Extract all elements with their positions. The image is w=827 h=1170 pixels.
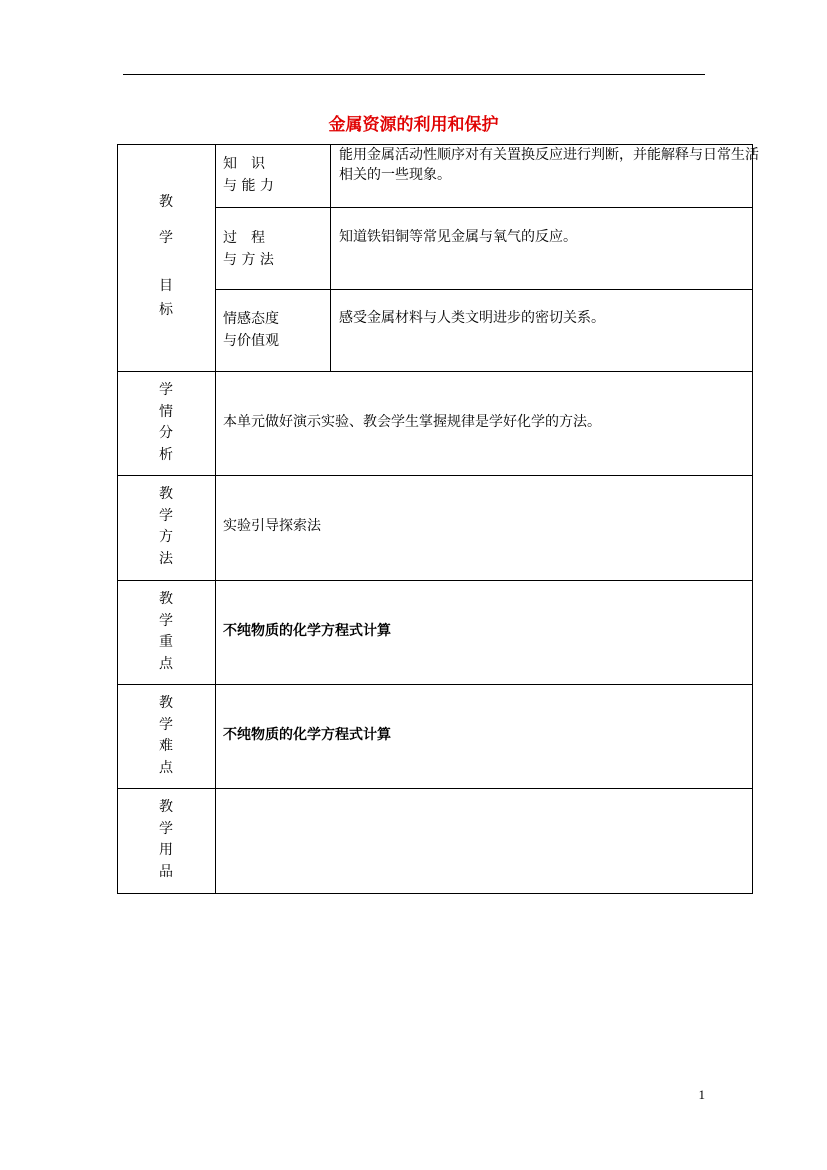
section-label-materials [117,797,215,884]
objective-content-values [339,308,605,328]
section-divider-4 [117,684,753,685]
section-divider-3 [117,580,753,581]
section-divider-2 [117,475,753,476]
label-column-divider [215,144,216,894]
objective-sublabel-process [223,227,274,271]
objective-sublabel-knowledge [223,153,274,197]
section-label-char: 情 [159,403,173,420]
section-label-char: 析 [159,447,173,464]
objectives-label [117,191,215,323]
section-label-char: 学 [159,507,173,524]
section-label-char: 点 [159,656,173,673]
content-line: 能用金属活动性顺序对有关置换反应进行判断，并能解释与日常生活 [339,147,759,163]
section-label-char: 点 [159,760,173,777]
content-line: 感受金属材料与人类文明进步的密切关系。 [339,310,605,326]
sublabel-line: 过 程 [223,230,265,246]
table-border-bottom [117,893,753,894]
section-label-char: 学 [159,612,173,629]
section-content-difficulties: 不纯物质的化学方程式计算 [223,727,391,743]
sublabel-line: 与 方 法 [223,252,274,268]
section-label-char: 学 [159,820,173,837]
objectives-label-char: 目 [159,278,173,294]
page-number: 1 [698,1087,705,1102]
section-label-char: 教 [159,486,173,502]
objectives-label-char: 标 [159,302,173,318]
section-label-char: 教 [159,799,173,815]
section-divider-1 [117,371,753,372]
section-label-char: 教 [159,695,173,711]
section-label-analysis [117,380,215,467]
section-label-difficulties [117,693,215,780]
section-label-char: 方 [159,529,173,546]
section-label-char: 学 [159,716,173,733]
objective-content-knowledge [339,145,759,185]
section-label-char: 分 [159,425,173,442]
section-content-analysis: 本单元做好演示实验、教会学生掌握规律是学好化学的方法。 [223,414,601,430]
lesson-plan-table [117,144,759,894]
section-content-key-points: 不纯物质的化学方程式计算 [223,623,391,639]
sublabel-line: 知 识 [223,156,265,172]
table-border-right [752,144,753,894]
content-line: 相关的一些现象。 [339,167,451,183]
objective-sublabel-values [223,308,279,352]
section-label-char: 重 [159,634,173,651]
section-label-char: 学 [159,382,173,398]
section-label-char: 难 [159,738,173,755]
section-label-key-points [117,589,215,676]
sublabel-column-divider [330,144,331,372]
section-label-method [117,484,215,571]
content-line: 知道铁铝铜等常见金属与氧气的反应。 [339,229,577,245]
objective-row-divider-2 [215,289,753,290]
section-divider-5 [117,788,753,789]
section-content-method: 实验引导探索法 [223,518,321,534]
sublabel-line: 情感态度 [223,311,279,327]
sublabel-line: 与 能 力 [223,178,274,194]
document-title: 金属资源的利用和保护 [328,115,499,135]
sublabel-line: 与价值观 [223,333,279,349]
objective-row-divider-1 [215,207,753,208]
header-rule [123,74,705,75]
section-label-char: 教 [159,591,173,607]
section-label-char: 品 [159,864,173,881]
section-label-char: 用 [159,842,173,859]
section-label-char: 法 [159,551,173,568]
objective-content-process [339,227,577,247]
objectives-label-char: 教 [159,194,173,210]
objectives-label-char: 学 [159,230,173,246]
